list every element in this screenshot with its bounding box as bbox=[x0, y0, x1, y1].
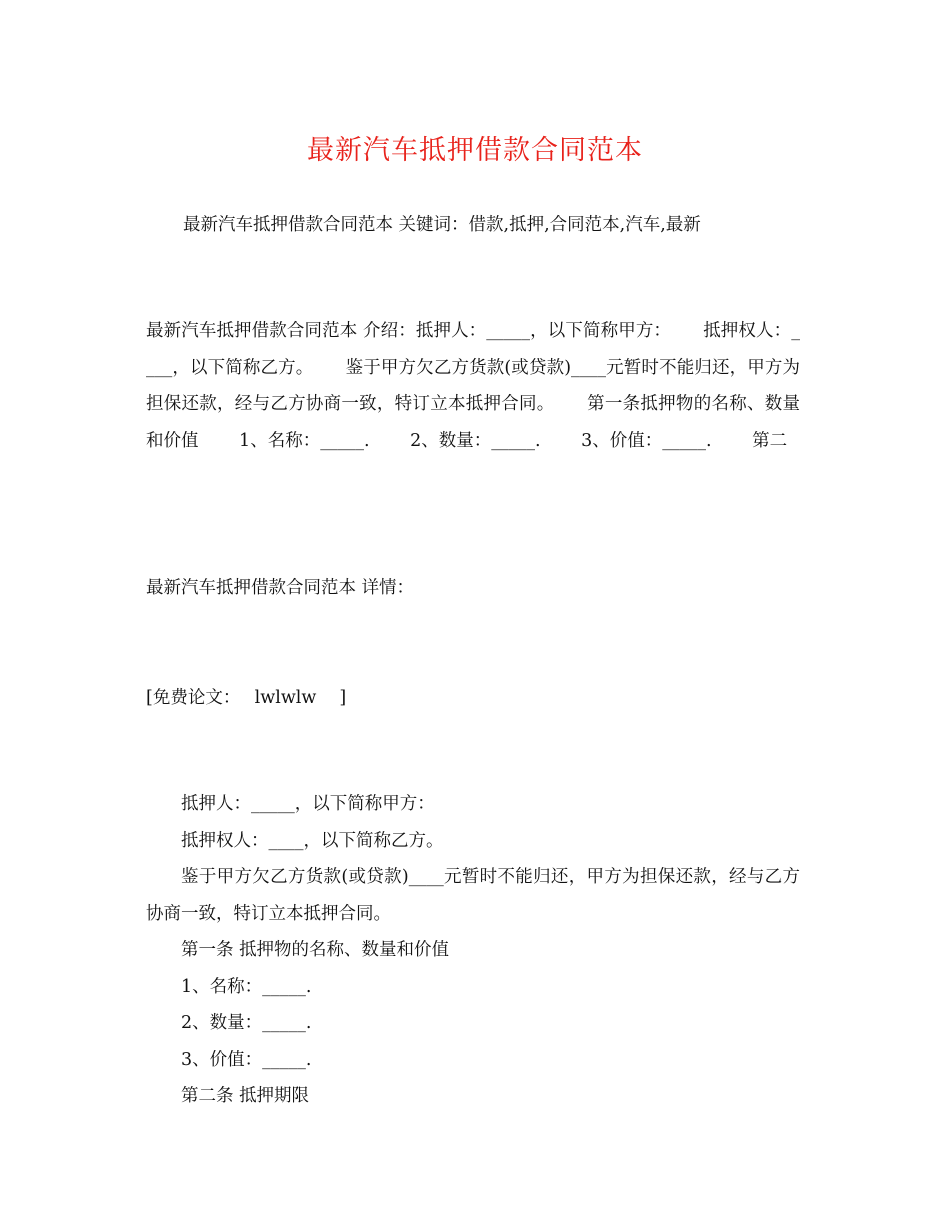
details-heading: 最新汽车抵押借款合同范本 详情： bbox=[146, 578, 415, 598]
intro-paragraph: 最新汽车抵押借款合同范本 介绍：抵押人：_____，以下简称甲方： 抵押权人：____，以下简称乙方。 鉴于甲方欠乙方货款(或贷款)____元暂时不能归还，甲方为担保还款，经与乙方协商一致，特订立本抵押合同。 第一条抵押物的名称、数量和价值 1、名称：_____. 2、数量：_____. 3、价值：_____. 第二 bbox=[146, 321, 800, 451]
keywords-line: 最新汽车抵押借款合同范本 关键词：借款,抵押,合同范本,汽车,最新 bbox=[183, 215, 701, 235]
free-paper-note: [免费论文： lwlwlw ] bbox=[146, 688, 347, 708]
document-title: 最新汽车抵押借款合同范本 bbox=[307, 135, 643, 166]
paragraph-preamble: 鉴于甲方欠乙方货款(或贷款)____元暂时不能归还，甲方为担保还款，经与乙方协商一致，特订立本抵押合同。 bbox=[146, 867, 800, 924]
paragraph-item-quantity: 2、数量：_____. bbox=[181, 1013, 312, 1033]
paragraph-article-two: 第二条 抵押期限 bbox=[181, 1086, 310, 1106]
paragraph-item-value: 3、价值：_____. bbox=[181, 1049, 312, 1070]
paragraph-mortgagee: 抵押权人：____，以下简称乙方。 bbox=[181, 830, 444, 851]
paragraph-article-one: 第一条 抵押物的名称、数量和价值 bbox=[181, 940, 450, 960]
paragraph-item-name: 1、名称：_____. bbox=[181, 976, 312, 997]
paragraph-mortgagor: 抵押人：_____，以下简称甲方： bbox=[181, 794, 435, 814]
contract-body bbox=[146, 786, 800, 1115]
